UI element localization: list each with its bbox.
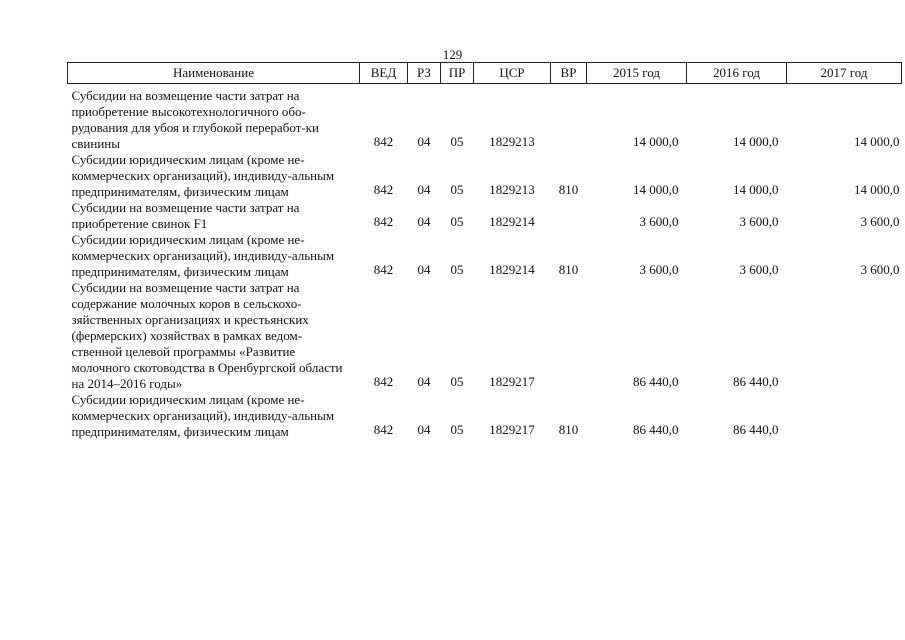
header-rz: РЗ bbox=[408, 63, 441, 84]
row-name: Субсидии на возмещение части затрат на приобретение высокотехнологичного обо-рудования для убоя и глубокой переработ-ки свинины bbox=[71, 88, 319, 151]
row-pr: 05 bbox=[450, 262, 464, 277]
row-vr bbox=[551, 200, 587, 232]
row-2015: 86 440,0 bbox=[633, 374, 679, 389]
header-pr: ПР bbox=[441, 63, 474, 84]
row-name: Субсидии на возмещение части затрат на приобретение свинок F1 bbox=[71, 200, 300, 231]
table-row bbox=[68, 392, 902, 440]
row-2015: 86 440,0 bbox=[633, 422, 679, 437]
row-rz: 04 bbox=[417, 182, 431, 197]
row-2016: 3 600,0 bbox=[739, 262, 779, 277]
row-csr: 1829217 bbox=[489, 422, 535, 437]
table-row bbox=[68, 84, 902, 153]
row-2016: 14 000,0 bbox=[733, 182, 779, 197]
row-2015: 14 000,0 bbox=[633, 134, 679, 149]
row-ved: 842 bbox=[373, 422, 394, 437]
header-ved: ВЕД bbox=[360, 63, 408, 84]
budget-table bbox=[67, 62, 902, 440]
table-row bbox=[68, 152, 902, 200]
row-name: Субсидии юридическим лицам (кроме не-коммерческих организаций), индивиду-альным предпринимателям, физическим лицам bbox=[71, 152, 335, 199]
row-name: Субсидии на возмещение части затрат на содержание молочных коров в сельскохо-зяйственных организациях и крестьянских (фермерских) хозяйствах в рамках ведом-ственной целевой программы «Развитие молочного скотоводства в Оренбургской области на 2014–2016 годы» bbox=[71, 280, 343, 391]
row-csr: 1829214 bbox=[489, 262, 535, 277]
row-2015: 3 600,0 bbox=[639, 262, 679, 277]
row-pr: 05 bbox=[450, 374, 464, 389]
row-vr bbox=[551, 84, 587, 153]
row-2017: 14 000,0 bbox=[854, 134, 900, 149]
header-2016: 2016 год bbox=[687, 63, 787, 84]
row-name: Субсидии юридическим лицам (кроме не-коммерческих организаций), индивиду-альным предпринимателям, физическим лицам bbox=[71, 232, 335, 279]
header-csr: ЦСР bbox=[474, 63, 551, 84]
row-2017: 3 600,0 bbox=[860, 262, 900, 277]
table-header-row bbox=[68, 63, 902, 84]
row-name: Субсидии юридическим лицам (кроме не-коммерческих организаций), индивиду-альным предпринимателям, физическим лицам bbox=[71, 392, 335, 439]
row-2015: 14 000,0 bbox=[633, 182, 679, 197]
row-vr bbox=[551, 280, 587, 392]
row-2017: 14 000,0 bbox=[854, 182, 900, 197]
row-csr: 1829213 bbox=[489, 134, 535, 149]
row-ved: 842 bbox=[373, 134, 394, 149]
row-2017 bbox=[787, 280, 902, 392]
row-rz: 04 bbox=[417, 422, 431, 437]
row-csr: 1829214 bbox=[489, 214, 535, 229]
row-ved: 842 bbox=[373, 214, 394, 229]
row-vr: 810 bbox=[558, 262, 579, 277]
row-rz: 04 bbox=[417, 214, 431, 229]
table-row bbox=[68, 200, 902, 232]
row-pr: 05 bbox=[450, 214, 464, 229]
header-name: Наименование bbox=[68, 63, 360, 84]
row-2015: 3 600,0 bbox=[639, 214, 679, 229]
row-pr: 05 bbox=[450, 134, 464, 149]
row-vr: 810 bbox=[558, 182, 579, 197]
row-rz: 04 bbox=[417, 134, 431, 149]
header-vr: ВР bbox=[551, 63, 587, 84]
row-rz: 04 bbox=[417, 262, 431, 277]
row-ved: 842 bbox=[373, 374, 394, 389]
table-row bbox=[68, 232, 902, 280]
row-2017: 3 600,0 bbox=[860, 214, 900, 229]
row-2016: 86 440,0 bbox=[733, 422, 779, 437]
row-2016: 3 600,0 bbox=[739, 214, 779, 229]
header-2015: 2015 год bbox=[587, 63, 687, 84]
row-pr: 05 bbox=[450, 422, 464, 437]
row-csr: 1829217 bbox=[489, 374, 535, 389]
row-2016: 14 000,0 bbox=[733, 134, 779, 149]
row-2017 bbox=[787, 392, 902, 440]
header-2017: 2017 год bbox=[787, 63, 902, 84]
row-pr: 05 bbox=[450, 182, 464, 197]
row-vr: 810 bbox=[558, 422, 579, 437]
row-rz: 04 bbox=[417, 374, 431, 389]
page-number: 129 bbox=[442, 47, 463, 62]
row-2016: 86 440,0 bbox=[733, 374, 779, 389]
table-row bbox=[68, 280, 902, 392]
row-csr: 1829213 bbox=[489, 182, 535, 197]
row-ved: 842 bbox=[373, 262, 394, 277]
row-ved: 842 bbox=[373, 182, 394, 197]
